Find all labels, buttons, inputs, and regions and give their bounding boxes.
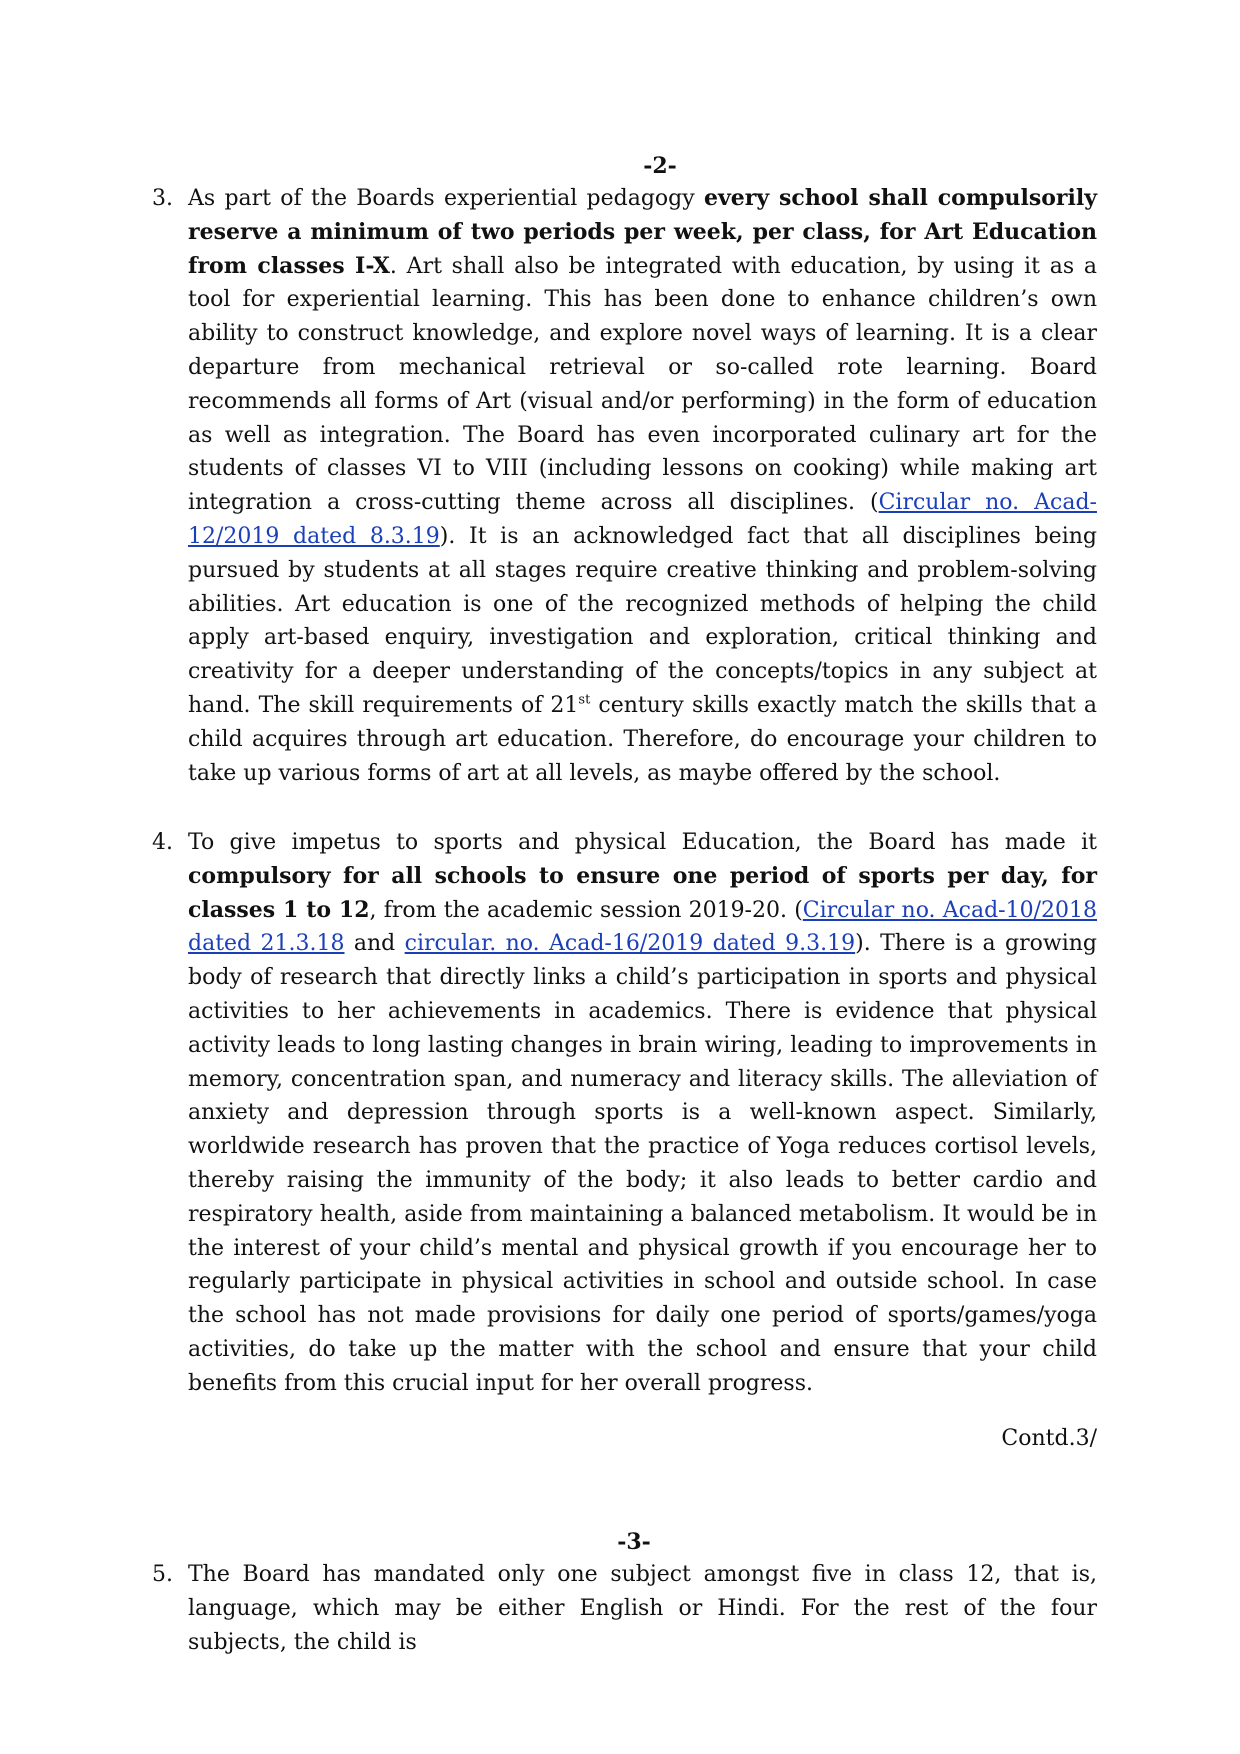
page-number-2: -2- xyxy=(643,153,677,179)
paragraph-number: 4. xyxy=(152,830,173,855)
bold-text: compulsory for all schools to ensure one period of sports per day, for classes 1 to 12 xyxy=(188,862,1097,923)
text-run: , from the academic session 2019-20. ( xyxy=(369,897,803,923)
continued-note: Contd.3/ xyxy=(1001,1426,1097,1451)
text-run: As part of the Boards experiential pedagogy xyxy=(188,186,704,211)
text-run: To give impetus to sports and physical Education, the Board has made it xyxy=(188,830,1097,855)
paragraph-5 xyxy=(152,1558,1097,1655)
paragraph-number: 3. xyxy=(152,186,173,211)
text-run: ). It is an acknowledged fact that all disciplines being pursued by students at all stages require creative thinking and problem-solving abilities. Art education is one of the recognized methods of helping the child apply art-based enquiry, investigation and exploration, critical thinking and creativity for a deeper understanding of the concepts/topics in any subject at hand. The skill requirements of 21 xyxy=(188,523,1097,718)
circular-link[interactable]: Circular no. Acad-10/2018 dated 21.3.18 xyxy=(188,897,1097,957)
page-number-3: -3- xyxy=(617,1529,651,1555)
text-run: . Art shall also be integrated with education, by using it as a tool for experiential learning. This has been done to enhance children’s own ability to construct knowledge, and explore novel ways of learning. It is a clear departure from mechanical retrieval or so-called rote learning. Board recommends all forms of Art (visual and/or performing) in the form of education as well as integration. The Board has even incorporated culinary art for the students of classes VI to VIII (including lessons on cooking) while making art integration a cross-cutting theme across all disciplines. ( xyxy=(188,253,1097,516)
bold-text: every school shall compulsorily reserve a minimum of two periods per week, per class, for Art Education from classes I-X xyxy=(188,185,1097,279)
text-run: century skills exactly match the skills that a child acquires through art education. Therefore, do encourage your children to take up various forms of art at all levels, as maybe offered by the school. xyxy=(188,692,1098,786)
paragraph-4 xyxy=(152,826,1097,1406)
paragraph-3 xyxy=(152,182,1097,792)
paragraph-body xyxy=(188,826,1097,1401)
superscript: st xyxy=(578,692,591,708)
text-run: ). There is a growing body of research that directly links a child’s participation in sports and physical activities to her achievements in academics. There is evidence that physical activity leads to long lasting changes in brain wiring, leading to improvements in memory, concentration span, and numeracy and literacy skills. The alleviation of anxiety and depression through sports is a well-known aspect. Similarly, worldwide research has proven that the practice of Yoga reduces cortisol levels, thereby raising the immunity of the body; it also leads to better cardio and respiratory health, aside from maintaining a balanced metabolism. It would be in the interest of your child’s mental and physical growth if you encourage her to regularly participate in physical activities in school and outside school. In case the school has not made provisions for daily one period of sports/games/yoga activities, do take up the matter with the school and ensure that your child benefits from this crucial input for her overall progress. xyxy=(188,931,1098,1396)
circular-link[interactable]: Circular no. Acad-12/2019 dated 8.3.19 xyxy=(188,490,1097,549)
text-run: and xyxy=(344,931,405,957)
paragraph-number: 5. xyxy=(152,1562,173,1587)
circular-link[interactable]: circular. no. Acad-16/2019 dated 9.3.19 xyxy=(404,931,856,957)
paragraph-body: The Board has mandated only one subject amongst five in class 12, that is, language, which may be either English or Hindi. For the rest of the four subjects, the child is xyxy=(188,1562,1097,1655)
paragraph-body xyxy=(188,182,1097,790)
